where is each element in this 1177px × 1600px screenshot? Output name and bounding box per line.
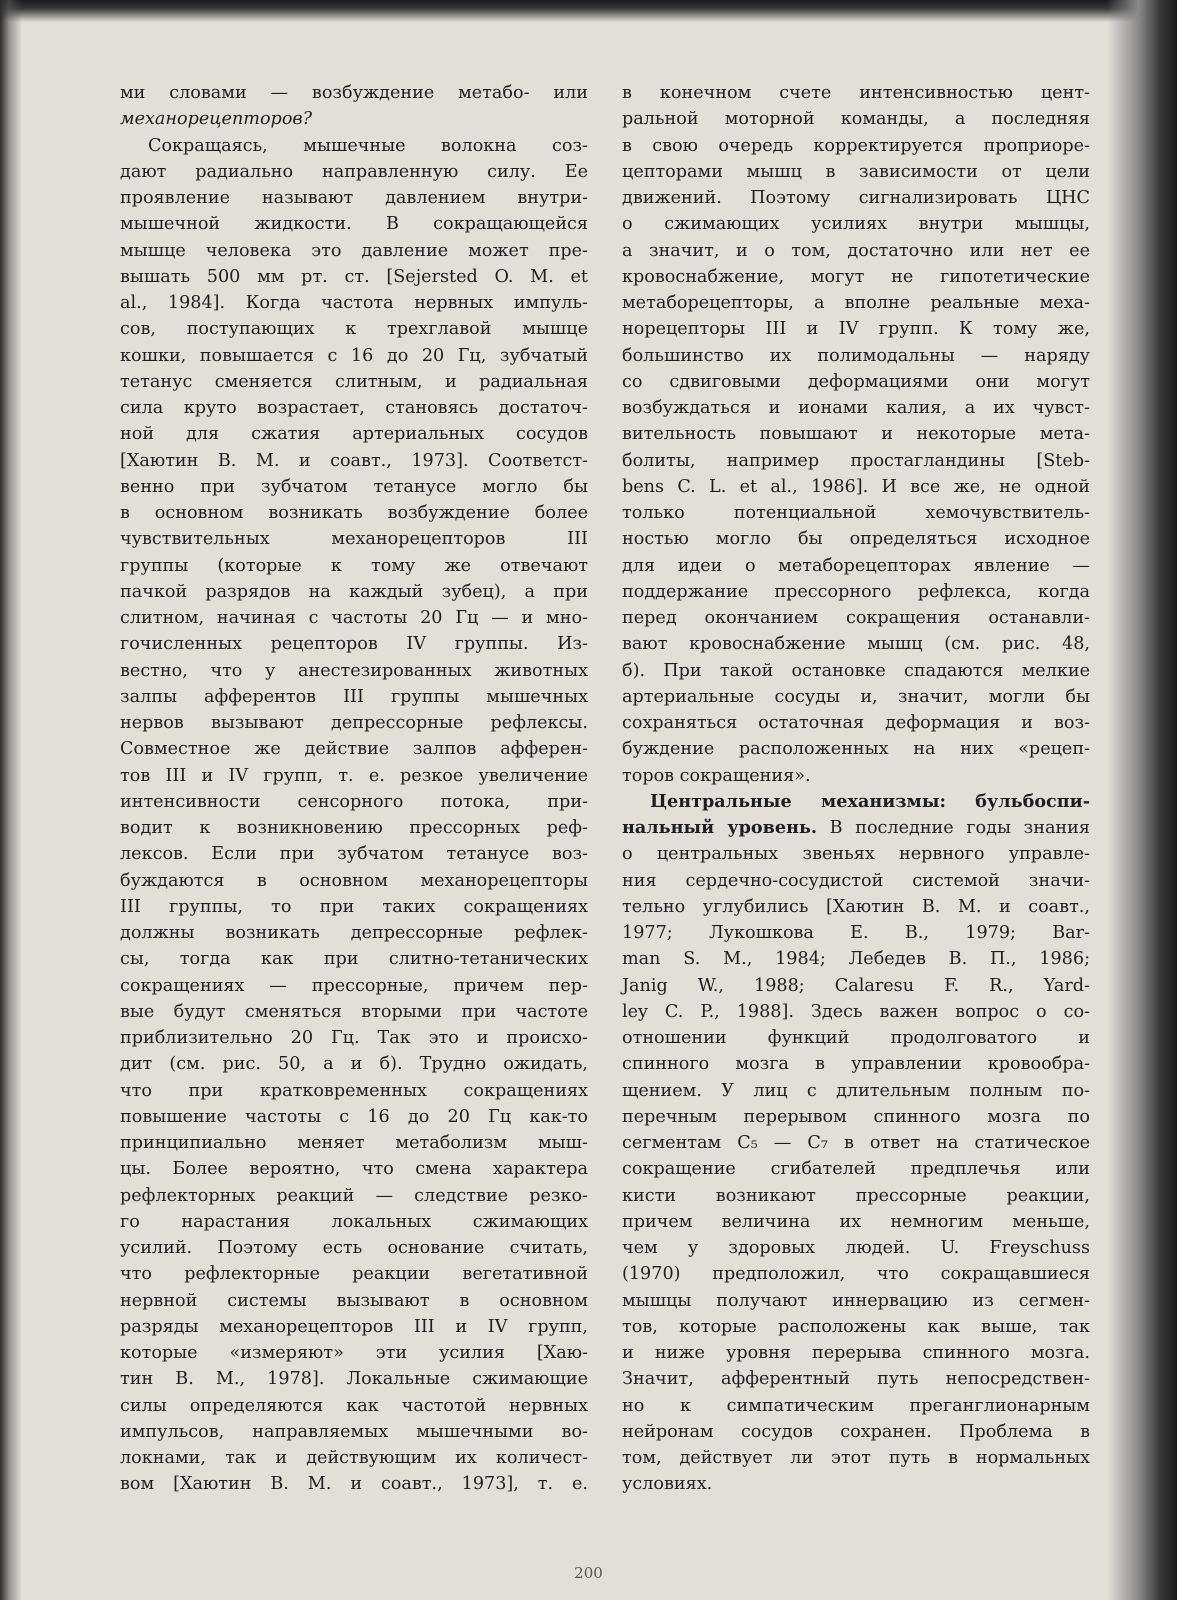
text-line: тов, которые расположены как выше, так xyxy=(622,1316,1090,1337)
text-line: поддержание прессорного рефлекса, когда xyxy=(622,581,1090,602)
text-line: венно при зубчатом тетанусе могло бы xyxy=(120,476,588,497)
text-line: группы (которые к тому же отвечают xyxy=(120,555,588,576)
text-line: мышце человека это давление может пре- xyxy=(120,240,588,261)
text-line: сегментам C₅ — C₇ в ответ на статическое xyxy=(622,1133,1090,1153)
text-line: Сокращаясь, мышечные волокна соз- xyxy=(148,135,588,156)
text-line: повышение частоты с 16 до 20 Гц как-то xyxy=(120,1106,588,1127)
text-line: которые «измеряют» эти усилия [Хаю- xyxy=(120,1343,588,1363)
text-line: сохраняться остаточная деформация и воз- xyxy=(622,713,1090,733)
text-line: буждаются в основном механорецепторы xyxy=(120,870,588,891)
text-line: что при кратковременных сокращениях xyxy=(120,1080,588,1101)
text-line: лексов. Если при зубчатом тетанусе воз- xyxy=(120,844,588,865)
text-line: сокращениях — прессорные, причем пер- xyxy=(120,975,588,996)
text-line: условиях. xyxy=(622,1474,713,1495)
text-line: нервов вызывают депрессорные рефлексы. xyxy=(120,713,588,733)
text-line: приблизительно 20 Гц. Так это и происхо- xyxy=(120,1028,588,1048)
text-line: дают радиально направленную силу. Ее xyxy=(120,161,588,182)
text-line: водит к возникновению прессорных реф- xyxy=(120,818,588,838)
text-line: ной для сжатия артериальных сосудов xyxy=(120,424,588,445)
text-line: большинство их полимодальны — наряду xyxy=(622,345,1090,366)
text-line xyxy=(622,815,1090,841)
text-line: болиты, например простагландины [Steb- xyxy=(622,450,1090,471)
text-line: артериальные сосуды и, значит, могли бы xyxy=(622,686,1090,707)
text-line: кисти возникают прессорные реакции, xyxy=(622,1185,1090,1206)
text-line: тельно углубились [Хаютин В. М. и соавт., xyxy=(622,896,1090,917)
text-line: что рефлекторные реакции вегетативной xyxy=(120,1264,588,1285)
scan-left-shadow xyxy=(0,0,22,1600)
text-line: интенсивности сенсорного потока, при- xyxy=(120,791,588,812)
text-line: перед окончанием сокращения останавли- xyxy=(622,608,1090,628)
text-line: дит (см. рис. 50, а и б). Трудно ожидать, xyxy=(120,1054,588,1075)
left-text-column xyxy=(120,80,588,1498)
text-line: б). При такой остановке спадаются мелкие xyxy=(622,660,1090,681)
text-line: разряды механорецепторов III и IV групп, xyxy=(120,1316,588,1337)
scan-top-shadow xyxy=(0,0,1177,22)
text-line: man S. M., 1984; Лебедев В. П., 1986; xyxy=(622,949,1090,970)
text-line: 1977; Лукошкова Е. В., 1979; Bar- xyxy=(622,923,1090,943)
page-number: 200 xyxy=(574,1564,603,1582)
text-line: о сжимающих усилиях внутри мышцы, xyxy=(622,214,1090,235)
text-line: вают кровоснабжение мышц (см. рис. 48, xyxy=(622,634,1090,655)
text-line: сила круто возрастает, становясь достаточ- xyxy=(120,398,588,418)
text-line: вые будут сменяться вторыми при частоте xyxy=(120,1001,588,1022)
text-line: механорецепторов? xyxy=(120,109,313,130)
text-line: спинного мозга в управлении кровообра- xyxy=(622,1054,1090,1075)
text-line: (1970) предположил, что сокращавшиеся xyxy=(622,1264,1090,1285)
text-line: локнами, так и действующим их количест- xyxy=(120,1448,588,1468)
text-line: ностью могло бы определяться исходное xyxy=(622,529,1090,550)
text-line: вышать 500 мм рт. ст. [Sejersted O. M. et xyxy=(120,266,588,287)
text-line: а значит, и о том, достаточно или нет ее xyxy=(622,240,1090,261)
text-line: ми словами — возбуждение метабо- или xyxy=(120,83,588,103)
text-line: Janig W., 1988; Calaresu F. R., Yard- xyxy=(622,975,1090,996)
text-line: [Хаютин В. М. и соавт., 1973]. Соответст- xyxy=(120,450,588,471)
text-line: должны возникать депрессорные рефлек- xyxy=(120,923,588,943)
text-line: причем величина их немногим меньше, xyxy=(622,1211,1090,1232)
text-line: возбуждаться и ионами калия, а их чувст- xyxy=(622,398,1090,418)
text-line: со сдвиговыми деформациями они могут xyxy=(622,371,1090,392)
text-line: вом [Хаютин В. М. и соавт., 1973], т. е. xyxy=(120,1474,588,1495)
text-line: Совместное же действие залпов афферен- xyxy=(120,739,588,760)
text-line: том, действует ли этот путь в нормальных xyxy=(622,1448,1090,1468)
text-line: чувствительных механорецепторов III xyxy=(120,529,588,550)
text-line: рефлекторных реакций — следствие резко- xyxy=(120,1185,588,1206)
text-line: и ниже уровня перерыва спинного мозга. xyxy=(622,1343,1090,1363)
text-line: Значит, афферентный путь непосредствен- xyxy=(622,1369,1090,1390)
text-line: Центральные механизмы: бульбоспи- xyxy=(650,790,1090,812)
text-line: сокращение сгибателей предплечья или xyxy=(622,1159,1090,1180)
text-line: al., 1984]. Когда частота нервных импуль- xyxy=(120,293,588,313)
text-line: пачкой разрядов на каждый зубец), а при xyxy=(120,581,588,602)
text-line: мышцы получают иннервацию из сегмен- xyxy=(622,1290,1090,1311)
body-text: В последние годы знания xyxy=(817,818,1090,838)
text-line: нервной системы вызывают в основном xyxy=(120,1290,588,1311)
text-line: отношении функций продолговатого и xyxy=(622,1028,1090,1048)
text-line: III группы, то при таких сокращениях xyxy=(120,896,588,917)
text-line: торов сокращения». xyxy=(622,765,811,786)
text-line: норецепторы III и IV групп. К тому же, xyxy=(622,319,1090,340)
text-line: го нарастания локальных сжимающих xyxy=(120,1211,588,1232)
bold-heading-text: нальный уровень. xyxy=(622,817,818,838)
text-line: нейронам сосудов сохранен. Проблема в xyxy=(622,1421,1090,1442)
text-line: гочисленных рецепторов IV группы. Из- xyxy=(120,634,588,655)
text-line: щением. У лиц с длительным полным по- xyxy=(622,1080,1090,1101)
text-line: но к симпатическим преганглионарным xyxy=(622,1395,1090,1416)
text-line: слитном, начиная с частоты 20 Гц — и мно- xyxy=(120,608,588,628)
text-line: тин В. М., 1978]. Локальные сжимающие xyxy=(120,1369,588,1390)
text-line: проявление называют давлением внутри- xyxy=(120,188,588,208)
text-line: ley C. P., 1988]. Здесь важен вопрос о со- xyxy=(622,1001,1090,1022)
text-line: кошки, повышается с 16 до 20 Гц, зубчатый xyxy=(120,345,588,366)
text-line: движений. Поэтому сигнализировать ЦНС xyxy=(622,188,1090,208)
right-text-column xyxy=(622,80,1090,1498)
text-line: мышечной жидкости. В сокращающейся xyxy=(120,214,588,235)
text-line: силы определяются как частотой нервных xyxy=(120,1395,588,1416)
text-line: цепторами мышц в зависимости от цели xyxy=(622,161,1090,182)
text-line: буждение расположенных на них «рецеп- xyxy=(622,739,1090,760)
text-line: сов, поступающих к трехглавой мышце xyxy=(120,319,588,340)
text-line: ния сердечно-сосудистой системой значи- xyxy=(622,870,1090,891)
text-line: усилий. Поэтому есть основание считать, xyxy=(120,1238,588,1258)
text-line: цы. Более вероятно, что смена характера xyxy=(120,1159,588,1180)
text-line: метаборецепторы, а вполне реальные меха- xyxy=(622,293,1090,313)
text-line: в основном возникать возбуждение более xyxy=(120,503,588,523)
text-line: только потенциальной хемочувствитель- xyxy=(622,503,1090,523)
text-line: в конечном счете интенсивностью цент- xyxy=(622,83,1090,103)
text-line: сы, тогда как при слитно-тетанических xyxy=(120,949,588,970)
text-line: импульсов, направляемых мышечными во- xyxy=(120,1421,588,1442)
text-line: вительность повышают и некоторые мета- xyxy=(622,424,1090,445)
text-line: чем у здоровых людей. U. Freyschuss xyxy=(622,1238,1090,1258)
text-line: bens C. L. et al., 1986]. И все же, не одной xyxy=(622,476,1090,497)
text-line: вестно, что у анестезированных животных xyxy=(120,660,588,681)
book-gutter-shadow xyxy=(1107,0,1177,1600)
text-line: ральной моторной команды, а последняя xyxy=(622,109,1090,130)
text-line: тетанус сменяется слитным, и радиальная xyxy=(120,371,588,392)
text-line: перечным перерывом спинного мозга по xyxy=(622,1106,1090,1127)
text-line: принципиально меняет метаболизм мыш- xyxy=(120,1133,588,1153)
text-line: о центральных звеньях нервного управле- xyxy=(622,844,1090,865)
text-line: тов III и IV групп, т. е. резкое увеличение xyxy=(120,765,588,786)
text-line: залпы афферентов III группы мышечных xyxy=(120,686,588,707)
text-line: для идеи о метаборецепторах явление — xyxy=(622,555,1090,576)
text-line: кровоснабжение, могут не гипотетические xyxy=(622,266,1090,287)
text-line: в свою очередь корректируется проприоре- xyxy=(622,135,1090,156)
